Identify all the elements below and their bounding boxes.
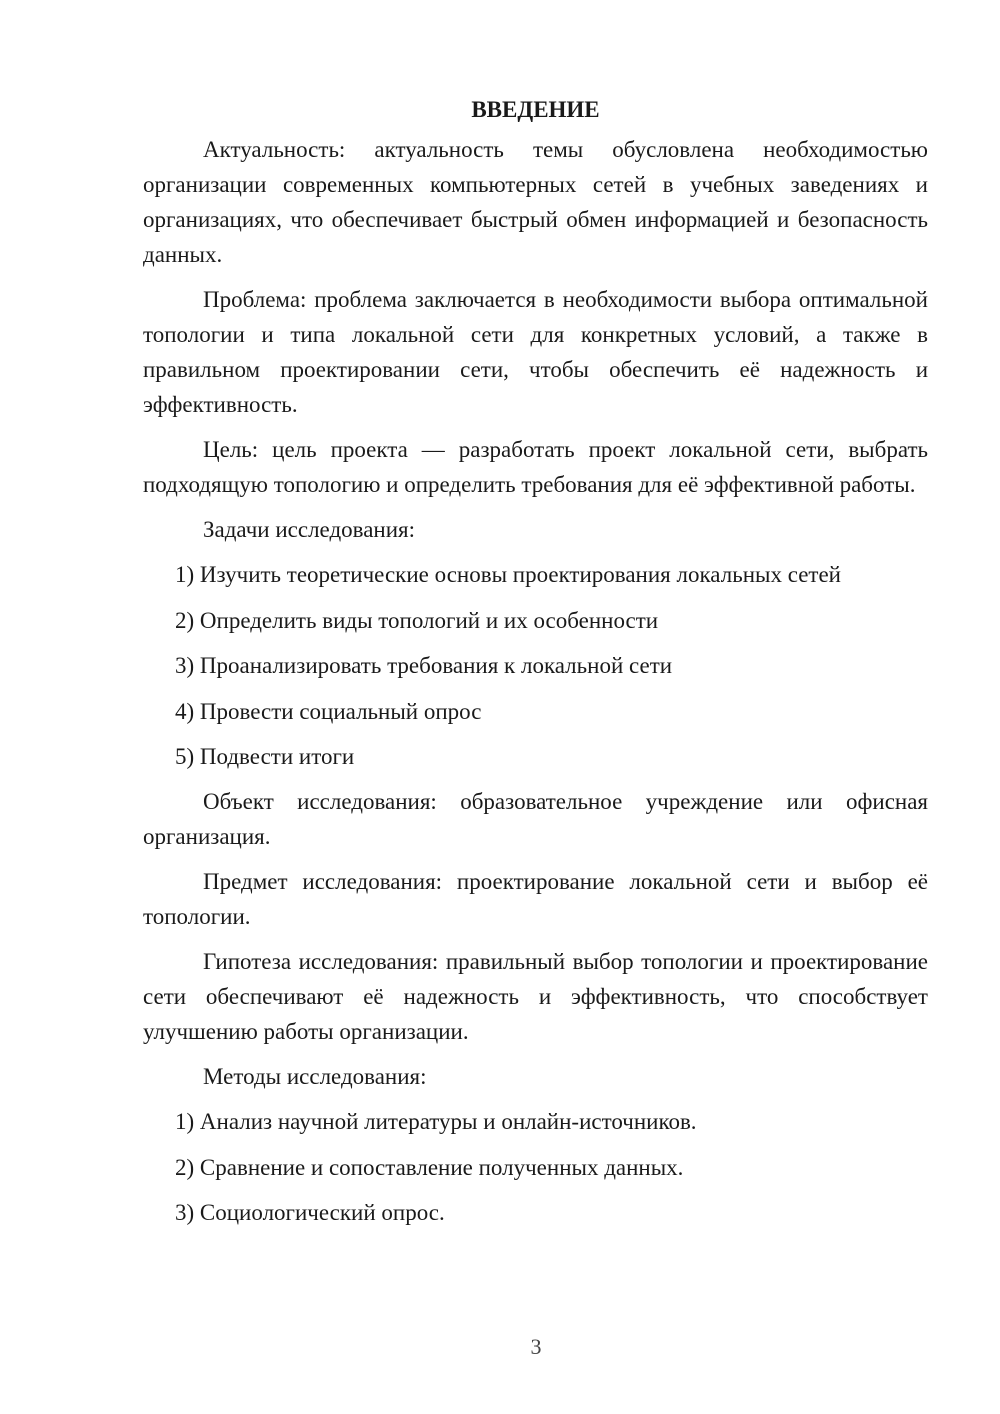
tasks-heading: Задачи исследования: (203, 517, 416, 542)
document-title: ВВЕДЕНИЕ (471, 97, 600, 122)
method-item: 3) Социологический опрос. (175, 1200, 445, 1225)
task-item: 4) Провести социальный опрос (175, 698, 482, 724)
task-item: 2) Определить виды топологий и их особенности (175, 607, 659, 633)
method-item: 1) Анализ научной литературы и онлайн-источников. (175, 1109, 697, 1134)
problem-paragraph: Проблема: проблема заключается в необходимости выбора оптимальной топологии и типа локальной сети для конкретных условий, а также в правильном проектировании сети, чтобы обеспечить её надежность и эффективность. (143, 287, 928, 417)
document-page (143, 92, 928, 1240)
relevance-paragraph: Актуальность: актуальность темы обусловлена необходимостью организации современных компьютерных сетей в учебных заведениях и организациях, что обеспечивает быстрый обмен информацией и безопасность данных. (143, 137, 928, 267)
task-item: 3) Проанализировать требования к локальной сети (175, 653, 673, 678)
object-paragraph: Объект исследования: образовательное учреждение или офисная организация. (143, 789, 928, 849)
methods-list (143, 1104, 928, 1230)
page-number: 3 (530, 1334, 542, 1359)
tasks-list (143, 557, 928, 774)
goal-paragraph: Цель: цель проекта — разработать проект локальной сети, выбрать подходящую топологию и определить требования для её эффективной работы. (143, 437, 928, 497)
method-item: 2) Сравнение и сопоставление полученных данных. (175, 1154, 684, 1180)
methods-heading: Методы исследования: (203, 1064, 427, 1089)
task-item: 5) Подвести итоги (175, 744, 355, 769)
task-item: 1) Изучить теоретические основы проектирования локальных сетей (175, 562, 841, 587)
subject-paragraph: Предмет исследования: проектирование локальной сети и выбор её топологии. (143, 869, 928, 929)
hypothesis-paragraph: Гипотеза исследования: правильный выбор топологии и проектирование сети обеспечивают её надежность и эффективность, что способствует улучшению работы организации. (143, 949, 928, 1044)
